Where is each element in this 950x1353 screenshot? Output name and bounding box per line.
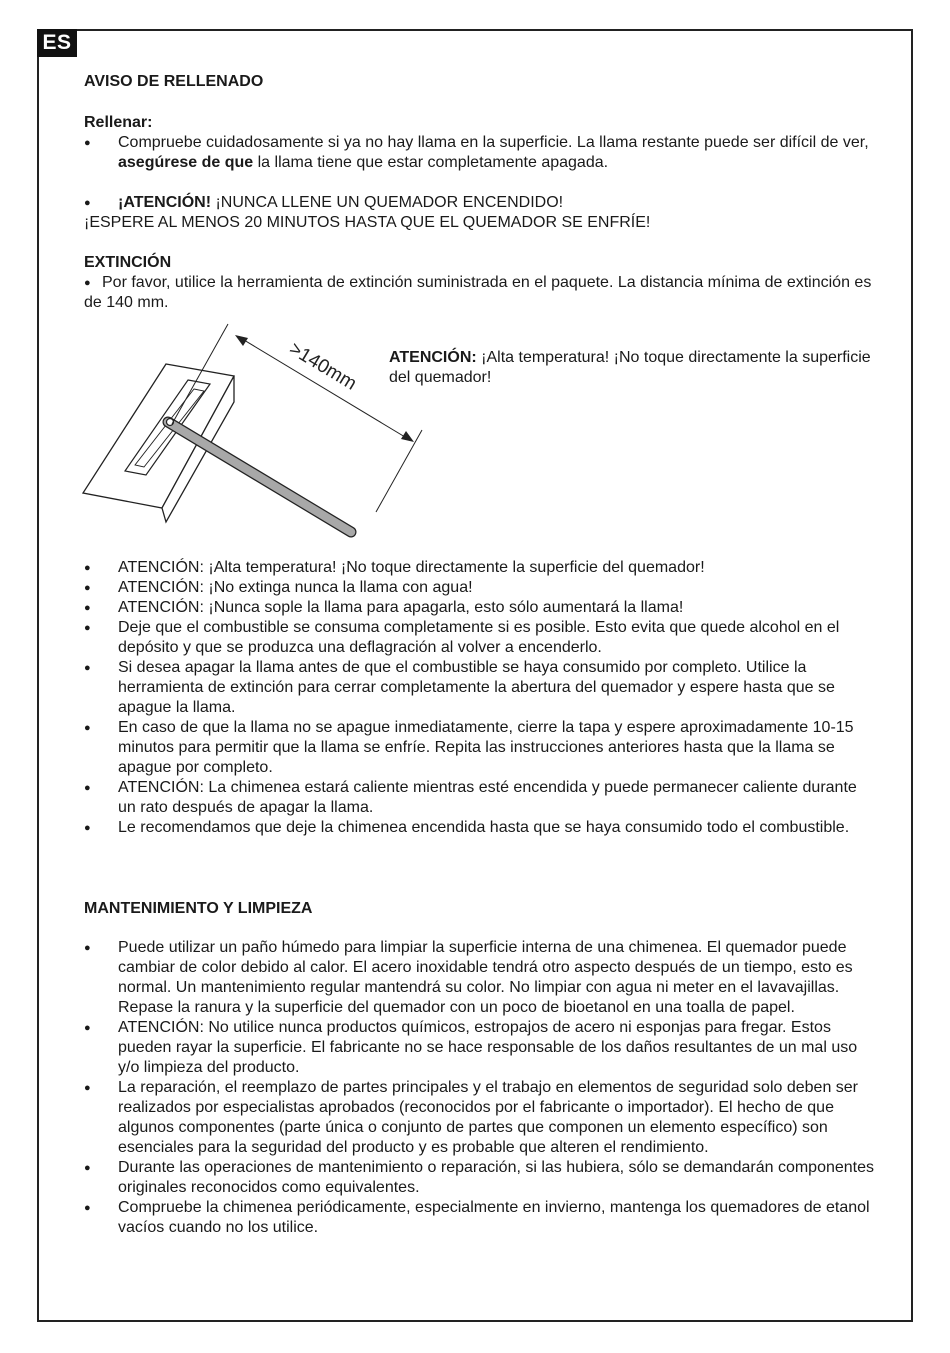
dimension-label: >140mm	[285, 338, 361, 395]
list-item: ● ATENCIÓN: ¡Nunca sople la llama para apagarla, esto sólo aumentará la llama!	[84, 598, 874, 618]
bullet-icon: ●	[84, 277, 91, 289]
list-item: ● La reparación, el reemplazo de partes principales y el trabajo en elementos de seguridad solo deben ser realizados por especialistas aprobados (reconocidos por el fabricante o importador). El hecho de que algunos componentes (parte única o conjunto de partes que componen un elemento específico) son esenciales para la seguridad del producto y es probable que alteren el rendimiento.	[84, 1078, 874, 1158]
extinction-heading: EXTINCIÓN	[84, 254, 172, 271]
language-tag: ES	[37, 29, 77, 57]
list-item: ● En caso de que la llama no se apague inmediatamente, cierre la tapa y espere aproximadamente 10-15 minutos para permitir que la llama se enfríe. Repita las instrucciones anteriores hasta que la llama se apague por completo.	[84, 718, 874, 778]
refill-wait-line: ¡ESPERE AL MENOS 20 MINUTOS HASTA QUE EL QUEMADOR SE ENFRÍE!	[84, 214, 651, 231]
list-item: ● ATENCIÓN: ¡No extinga nunca la llama con agua!	[84, 578, 874, 598]
dimension-line	[239, 337, 410, 440]
diagram-warning: ATENCIÓN: ¡Alta temperatura! ¡No toque directamente la superficie del quemador!	[389, 349, 871, 386]
tool-hole	[167, 419, 174, 426]
list-item: ● Deje que el combustible se consuma completamente si es posible. Esto evita que quede alcohol en el depósito y que se produzca una deflagración al volver a encenderlo.	[84, 618, 874, 658]
bullet-icon: ●	[84, 197, 91, 209]
extinction-list	[84, 558, 874, 838]
list-item: ● Le recomendamos que deje la chimenea encendida hasta que se haya consumido todo el combustible.	[84, 818, 874, 838]
dimension-arrowhead-right	[401, 431, 414, 442]
refill-list	[84, 133, 874, 173]
extinction-intro: ● Por favor, utilice la herramienta de extinción suministrada en el paquete. La distancia mínima de extinción es de 140 mm.	[84, 274, 872, 311]
list-item: ● Compruebe cuidadosamente si ya no hay llama en la superficie. La llama restante puede ser difícil de ver, asegúrese de que la llama tiene que estar completamente apagada.	[84, 133, 874, 173]
list-item: ● Compruebe la chimenea periódicamente, especialmente en invierno, mantenga los quemadores de etanol vacíos cuando no los utilice.	[84, 1198, 874, 1238]
dimension-arrowhead-left	[235, 335, 248, 346]
list-item: ● Puede utilizar un paño húmedo para limpiar la superficie interna de una chimenea. El quemador puede cambiar de color debido al calor. El acero inoxidable tendrá otro aspecto después de un tiempo, esto es normal. Un mantenimiento regular mantendrá su color. No limpiar con agua ni meter en el lavavajillas. Repase la ranura y la superficie del quemador con un poco de bioetanol en una toalla de papel.	[84, 938, 874, 1018]
refill-subheading: Rellenar:	[84, 114, 153, 131]
list-item: ● Si desea apagar la llama antes de que el combustible se haya consumido por completo. Utilice la herramienta de extinción para cerrar completamente la abertura del quemador y espere hasta que se apague la llama.	[84, 658, 874, 718]
refill-warning-line: ● ¡ATENCIÓN! ¡NUNCA LLENE UN QUEMADOR ENCENDIDO!	[84, 194, 564, 211]
extension-line-right	[376, 430, 422, 512]
list-item: ● Durante las operaciones de mantenimiento o reparación, si las hubiera, sólo se demandarán componentes originales reconocidos como equivalentes.	[84, 1158, 874, 1198]
list-item: ● ATENCIÓN: ¡Alta temperatura! ¡No toque directamente la superficie del quemador!	[84, 558, 874, 578]
list-item: ● ATENCIÓN: La chimenea estará caliente mientras esté encendida y puede permanecer caliente durante un rato después de apagar la llama.	[84, 778, 874, 818]
list-item: ● ATENCIÓN: No utilice nunca productos químicos, estropajos de acero ni esponjas para fregar. Estos pueden rayar la superficie. El fabricante no se hace responsable de los daños resultantes de un mal uso y/o limpieza del producto.	[84, 1018, 874, 1078]
extinction-tool-diagram	[80, 322, 430, 547]
maintenance-list	[84, 938, 874, 1238]
extinction-tool	[168, 422, 351, 532]
refill-heading: AVISO DE RELLENADO	[84, 73, 264, 90]
maintenance-heading: MANTENIMIENTO Y LIMPIEZA	[84, 900, 313, 917]
